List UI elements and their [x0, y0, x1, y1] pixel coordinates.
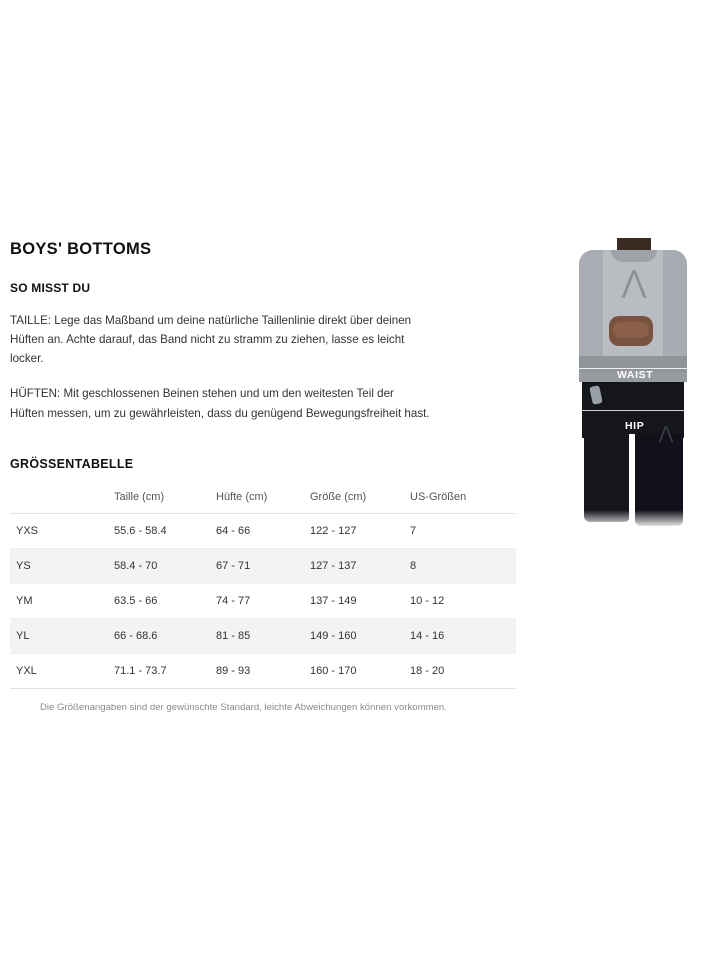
- how-to-measure-heading: SO MISST DU: [10, 281, 91, 295]
- cell-hip: 81 - 85: [210, 618, 304, 653]
- column-header-us-size: US-Größen: [404, 483, 516, 514]
- cell-height: 137 - 149: [304, 583, 404, 618]
- cell-size: YS: [10, 548, 108, 583]
- photo-hands-highlight: [613, 322, 649, 338]
- size-table-footnote: Die Größenangaben sind der gewünschte Standard, leichte Abweichungen können vorkommen.: [40, 701, 447, 713]
- hip-measure-line: [582, 410, 684, 411]
- cell-hip: 74 - 77: [210, 583, 304, 618]
- cell-size: YXL: [10, 653, 108, 688]
- photo-collar: [611, 250, 657, 262]
- photo-leg-left: [584, 434, 630, 522]
- cell-size: YM: [10, 583, 108, 618]
- waist-label: WAIST: [617, 369, 654, 381]
- cell-us-size: 14 - 16: [404, 618, 516, 653]
- table-row: [10, 548, 516, 583]
- column-header-height: Größe (cm): [304, 483, 404, 514]
- column-header-hip: Hüfte (cm): [210, 483, 304, 514]
- cell-height: 149 - 160: [304, 618, 404, 653]
- size-table-heading: GRÖSSENTABELLE: [10, 456, 134, 471]
- cell-waist: 55.6 - 58.4: [108, 513, 210, 548]
- cell-size: YL: [10, 618, 108, 653]
- cell-hip: 89 - 93: [210, 653, 304, 688]
- cell-waist: 71.1 - 73.7: [108, 653, 210, 688]
- column-header-waist: Taille (cm): [108, 483, 210, 514]
- cell-hip: 67 - 71: [210, 548, 304, 583]
- size-table-head: [10, 483, 516, 514]
- column-header-size: [10, 483, 108, 514]
- measure-hip-paragraph: HÜFTEN: Mit geschlossenen Beinen stehen und um den weitesten Teil der Hüften messen, um zu gewährleisten, dass du genügend Bewegungsfreiheit hast.: [10, 387, 430, 420]
- table-header-row: [10, 483, 516, 514]
- cell-height: 122 - 127: [304, 513, 404, 548]
- hip-label: HIP: [625, 420, 645, 432]
- photo-torso-shadow-right: [663, 250, 687, 372]
- page-title: BOYS' BOTTOMS: [10, 240, 152, 258]
- brand-logo-icon: ⋀: [621, 265, 647, 300]
- photo-torso-shadow-left: [579, 250, 603, 372]
- measurement-photo: [565, 238, 695, 536]
- cell-waist: 66 - 68.6: [108, 618, 210, 653]
- cell-us-size: 18 - 20: [404, 653, 516, 688]
- cell-height: 127 - 137: [304, 548, 404, 583]
- table-row: [10, 583, 516, 618]
- cell-us-size: 8: [404, 548, 516, 583]
- cell-us-size: 10 - 12: [404, 583, 516, 618]
- pant-logo-icon: ⋀: [658, 423, 674, 444]
- cell-height: 160 - 170: [304, 653, 404, 688]
- cell-hip: 64 - 66: [210, 513, 304, 548]
- size-table-body: [10, 513, 516, 688]
- cell-waist: 63.5 - 66: [108, 583, 210, 618]
- size-table: [10, 483, 516, 689]
- cell-us-size: 7: [404, 513, 516, 548]
- table-row: [10, 513, 516, 548]
- size-guide-content: [10, 240, 467, 713]
- table-row: [10, 653, 516, 688]
- cell-waist: 58.4 - 70: [108, 548, 210, 583]
- photo-bottom-fade: [565, 510, 695, 536]
- measure-waist-paragraph: TAILLE: Lege das Maßband um deine natürliche Taillenlinie direkt über deinen Hüften an. Achte darauf, das Band nicht zu stramm zu ziehen, lasse es leicht locker.: [10, 314, 412, 366]
- cell-size: YXS: [10, 513, 108, 548]
- table-row: [10, 618, 516, 653]
